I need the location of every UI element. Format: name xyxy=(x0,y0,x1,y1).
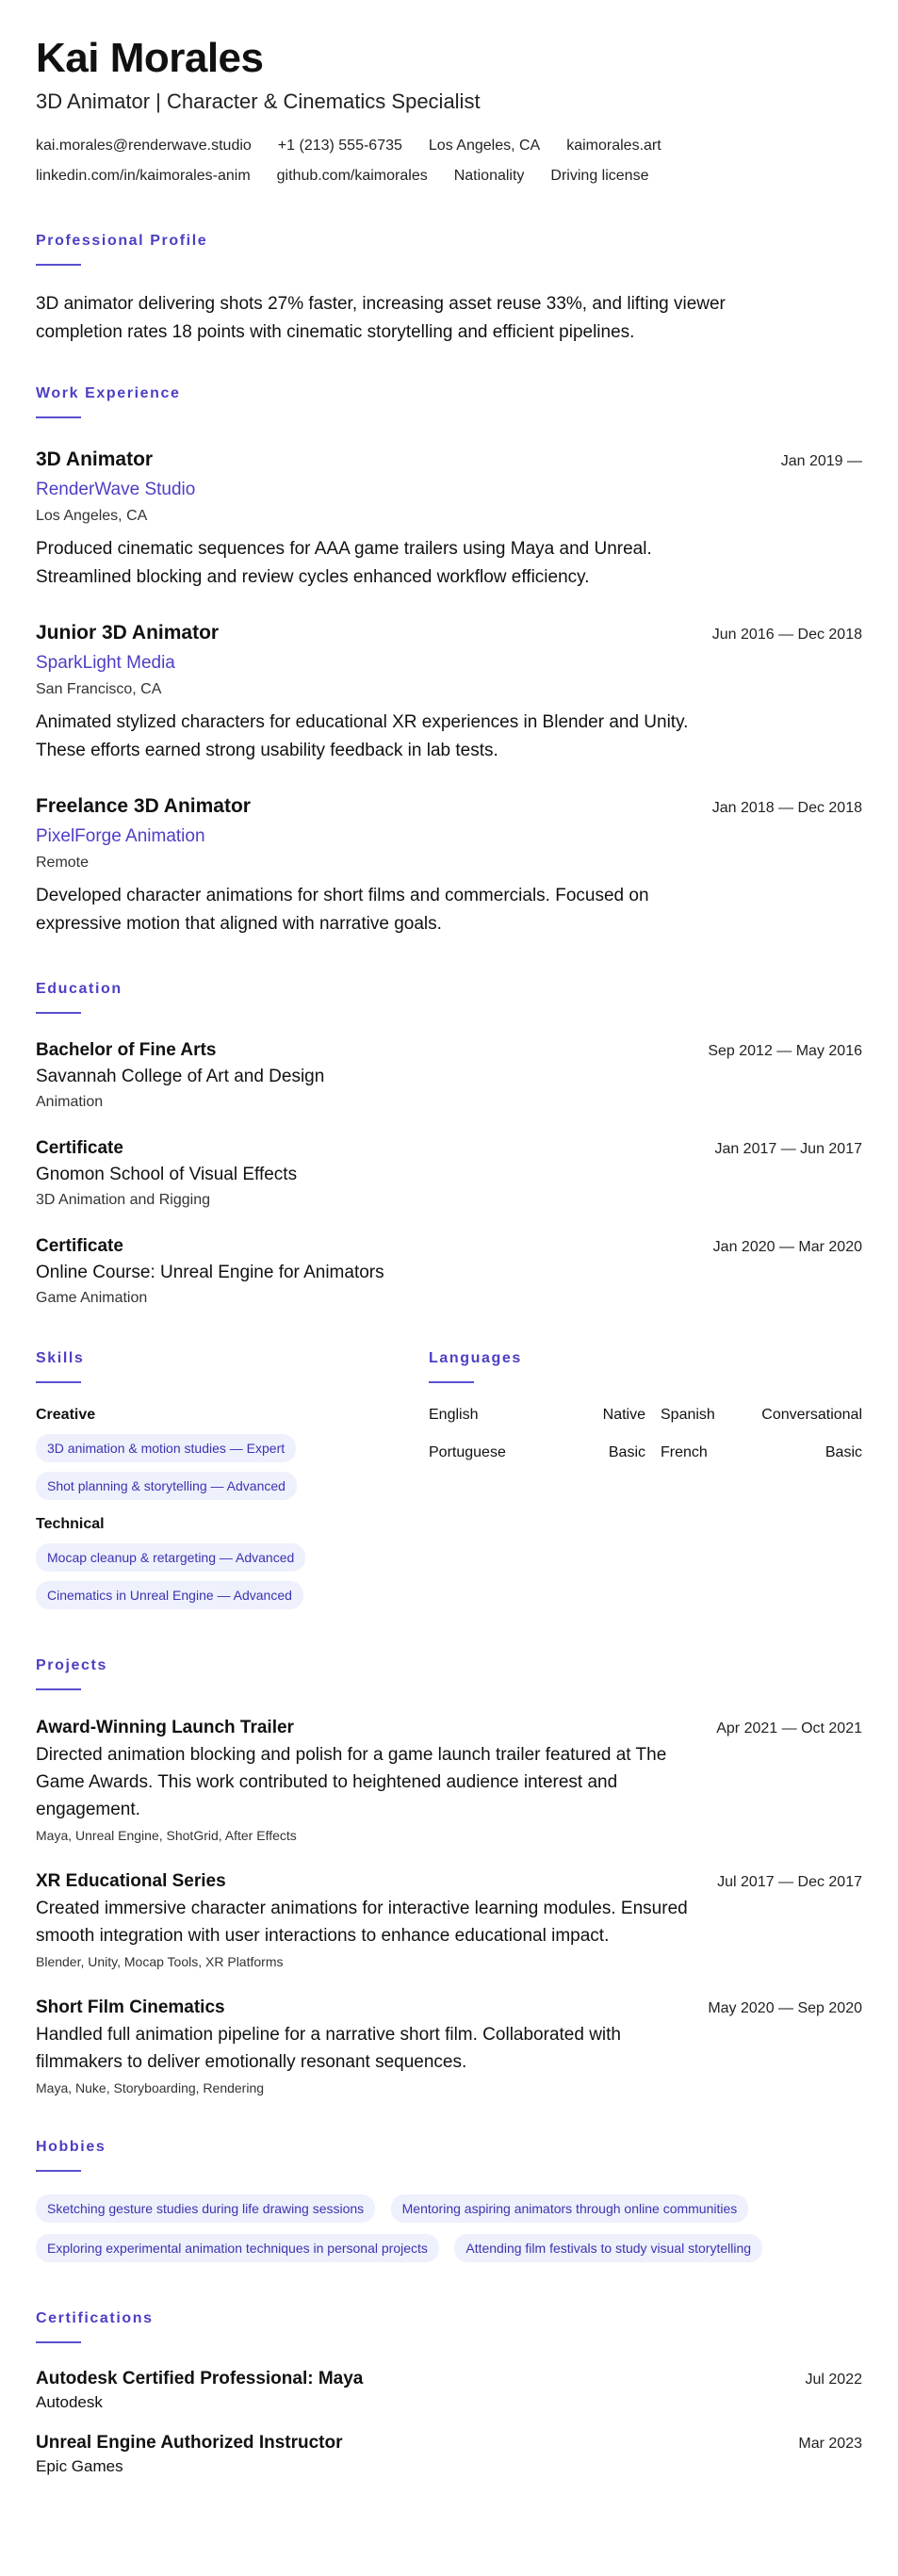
skill-tag: Mocap cleanup & retargeting — Advanced xyxy=(36,1543,305,1572)
hobby-tag: Mentoring aspiring animators through online communities xyxy=(391,2194,749,2223)
projects-section xyxy=(36,1656,862,2096)
education-section xyxy=(36,980,862,1308)
skill-category: Creative xyxy=(36,1407,96,1423)
hobby-tag: Attending film festivals to study visual storytelling xyxy=(454,2234,762,2262)
job-entry xyxy=(36,793,862,938)
section-divider xyxy=(36,1381,81,1383)
language-name: Spanish xyxy=(661,1407,715,1423)
certification-issuer: Autodesk xyxy=(36,2393,103,2411)
certification-issuer: Epic Games xyxy=(36,2457,123,2475)
skill-tag: 3D animation & motion studies — Expert xyxy=(36,1434,296,1462)
hobby-tag: Exploring experimental animation techniques in personal projects xyxy=(36,2234,439,2262)
job-title: Freelance 3D Animator xyxy=(36,795,251,817)
candidate-title: 3D Animator | Character & Cinematics Specialist xyxy=(36,90,481,113)
certification-name: Unreal Engine Authorized Instructor xyxy=(36,2433,343,2453)
education-entry xyxy=(36,1234,862,1308)
project-tech: Maya, Unreal Engine, ShotGrid, After Effects xyxy=(36,1828,297,1843)
project-tech: Blender, Unity, Mocap Tools, XR Platforms xyxy=(36,1954,284,1969)
section-divider xyxy=(36,2170,81,2172)
project-title: XR Educational Series xyxy=(36,1871,226,1891)
job-entry xyxy=(36,447,862,592)
contact-github[interactable]: github.com/kaimorales xyxy=(276,168,428,184)
language-list xyxy=(429,1406,862,1462)
job-dates: Jan 2018 — Dec 2018 xyxy=(711,800,862,816)
profile-section xyxy=(36,232,862,347)
language-name: Portuguese xyxy=(429,1444,506,1460)
languages-section xyxy=(429,1349,862,1619)
skill-group xyxy=(36,1406,429,1500)
section-heading: Certifications xyxy=(36,2310,154,2326)
education-dates: Jan 2017 — Jun 2017 xyxy=(714,1141,862,1157)
certifications-section xyxy=(36,2309,862,2477)
job-dates: Jun 2016 — Dec 2018 xyxy=(711,627,862,643)
skill-tag: Cinematics in Unreal Engine — Advanced xyxy=(36,1581,303,1609)
resume-header xyxy=(36,34,862,187)
contact-phone[interactable]: +1 (213) 555-6735 xyxy=(277,138,402,154)
section-heading: Hobbies xyxy=(36,2139,106,2155)
job-description: Animated stylized characters for educational XR experiences in Blender and Unity. These efforts earned strong usability feedback in lab tests. xyxy=(36,712,689,760)
contact-website[interactable]: kaimorales.art xyxy=(566,138,661,154)
section-divider xyxy=(36,264,81,266)
project-dates: Jul 2017 — Dec 2017 xyxy=(717,1874,862,1890)
job-dates: Jan 2019 — xyxy=(780,453,862,469)
education-degree: Bachelor of Fine Arts xyxy=(36,1040,217,1060)
section-heading: Languages xyxy=(429,1350,522,1366)
skill-category: Technical xyxy=(36,1516,105,1532)
job-location: Los Angeles, CA xyxy=(36,508,148,524)
certification-entry xyxy=(36,2368,862,2413)
language-level: Basic xyxy=(825,1444,862,1460)
candidate-name: Kai Morales xyxy=(36,35,264,81)
education-dates: Sep 2012 — May 2016 xyxy=(708,1043,862,1059)
language-name: French xyxy=(661,1444,708,1460)
education-field: Game Animation xyxy=(36,1290,148,1306)
education-school: Gnomon School of Visual Effects xyxy=(36,1165,298,1184)
contact-driving-license: Driving license xyxy=(550,168,649,184)
job-title: 3D Animator xyxy=(36,448,154,470)
section-heading: Work Experience xyxy=(36,385,181,401)
education-dates: Jan 2020 — Mar 2020 xyxy=(712,1239,862,1255)
education-degree: Certificate xyxy=(36,1138,123,1158)
education-degree: Certificate xyxy=(36,1236,123,1256)
job-company: SparkLight Media xyxy=(36,653,175,673)
certification-date: Jul 2022 xyxy=(805,2372,862,2388)
section-heading: Projects xyxy=(36,1657,107,1673)
section-divider xyxy=(429,1381,474,1383)
language-level: Conversational xyxy=(761,1407,862,1423)
certification-entry xyxy=(36,2432,862,2477)
profile-summary: 3D animator delivering shots 27% faster, increasing asset reuse 33%, and lifting viewer completion rates 18 points with cinematic storytelling and efficient pipelines. xyxy=(36,294,726,342)
job-title: Junior 3D Animator xyxy=(36,622,220,644)
job-location: Remote xyxy=(36,855,90,871)
contact-nationality: Nationality xyxy=(453,168,525,184)
certification-name: Autodesk Certified Professional: Maya xyxy=(36,2369,364,2389)
project-title: Short Film Cinematics xyxy=(36,1997,225,2017)
section-heading: Professional Profile xyxy=(36,233,208,249)
education-school: Savannah College of Art and Design xyxy=(36,1067,325,1086)
contact-linkedin[interactable]: linkedin.com/in/kaimorales-anim xyxy=(36,168,251,184)
project-description: Handled full animation pipeline for a narrative short film. Collaborated with filmmakers to deliver emotionally resonant sequences. xyxy=(36,2025,621,2072)
project-entry xyxy=(36,1997,862,2096)
job-location: San Francisco, CA xyxy=(36,681,162,697)
education-school: Online Course: Unreal Engine for Animators xyxy=(36,1263,384,1282)
education-entry xyxy=(36,1136,862,1210)
project-dates: May 2020 — Sep 2020 xyxy=(708,2000,862,2016)
education-field: Animation xyxy=(36,1094,104,1110)
language-level: Native xyxy=(602,1407,645,1423)
language-name: English xyxy=(429,1407,479,1423)
certification-date: Mar 2023 xyxy=(798,2436,862,2452)
education-entry xyxy=(36,1038,862,1112)
job-company: PixelForge Animation xyxy=(36,826,205,846)
skills-section xyxy=(36,1349,429,1619)
hobby-tag: Sketching gesture studies during life drawing sessions xyxy=(36,2194,375,2223)
project-entry xyxy=(36,1870,862,1970)
experience-section xyxy=(36,384,862,938)
language-level: Basic xyxy=(608,1444,645,1460)
hobby-list xyxy=(36,2194,862,2274)
job-description: Developed character animations for short films and commercials. Focused on expressive motion that aligned with narrative goals. xyxy=(36,886,649,934)
project-description: Created immersive character animations for interactive learning modules. Ensured smooth integration with user interactions to enhance educational impact. xyxy=(36,1899,688,1946)
skill-group xyxy=(36,1515,429,1609)
contact-location: Los Angeles, CA xyxy=(428,138,541,154)
contact-email[interactable]: kai.morales@renderwave.studio xyxy=(36,138,252,154)
section-divider xyxy=(36,2341,81,2343)
job-description: Produced cinematic sequences for AAA game trailers using Maya and Unreal. Streamlined blocking and review cycles enhanced workflow efficiency. xyxy=(36,539,652,587)
project-title: Award-Winning Launch Trailer xyxy=(36,1718,294,1737)
section-heading: Education xyxy=(36,981,122,997)
section-divider xyxy=(36,416,81,418)
project-tech: Maya, Nuke, Storyboarding, Rendering xyxy=(36,2080,265,2095)
contact-list xyxy=(36,136,862,187)
skill-tag: Shot planning & storytelling — Advanced xyxy=(36,1472,297,1500)
project-description: Directed animation blocking and polish for a game launch trailer featured at The Game Awards. This work contributed to heightened audience interest and engagement. xyxy=(36,1745,667,1819)
job-entry xyxy=(36,620,862,765)
project-dates: Apr 2021 — Oct 2021 xyxy=(716,1720,862,1736)
hobbies-section xyxy=(36,2138,862,2274)
skills-languages-row xyxy=(36,1349,862,1619)
job-company: RenderWave Studio xyxy=(36,480,196,499)
section-divider xyxy=(36,1012,81,1014)
education-field: 3D Animation and Rigging xyxy=(36,1192,211,1208)
section-divider xyxy=(36,1688,81,1690)
project-entry xyxy=(36,1717,862,1844)
section-heading: Skills xyxy=(36,1350,85,1366)
